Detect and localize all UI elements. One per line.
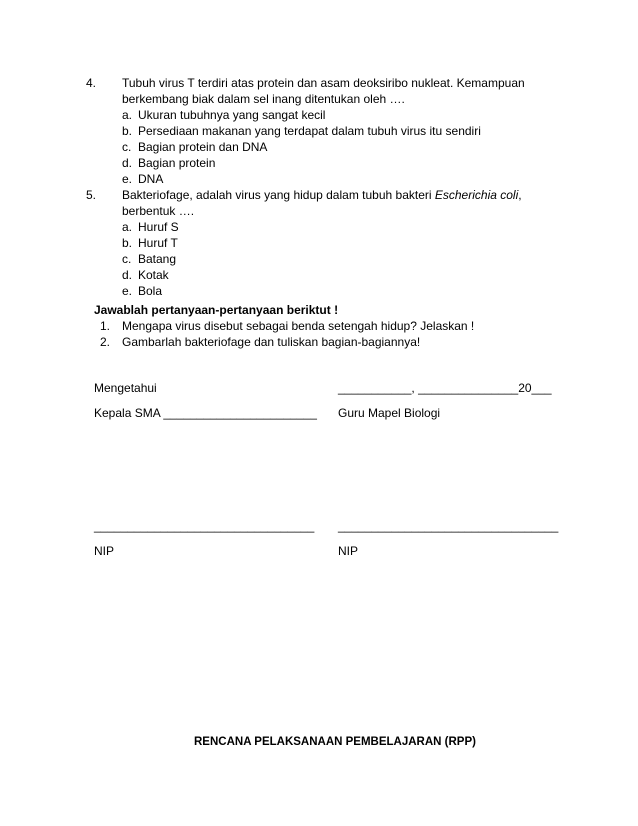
question-4-number: 4.	[85, 76, 96, 90]
option-letter: e.	[122, 172, 133, 186]
question-5-text-line1	[122, 187, 522, 203]
option-text: Huruf T	[138, 236, 178, 250]
essay-item-1-text: Mengapa virus disebut sebagai benda setengah hidup? Jelaskan !	[122, 319, 475, 333]
option-text: Batang	[138, 252, 177, 266]
question-5-text-suffix: ,	[518, 188, 522, 202]
question-5-species-name: Escherichia coli	[434, 188, 519, 202]
signature-right-teacher: Guru Mapel Biologi	[338, 406, 441, 420]
question-4-text-line2: berkembang biak dalam sel inang ditentukan oleh ….	[122, 92, 405, 106]
option-letter: a.	[122, 220, 133, 234]
signature-right-place-date: ___________, _______________20___	[338, 381, 552, 395]
signature-left-acknowledged: Mengetahui	[94, 381, 157, 395]
signature-right-nip: NIP	[338, 544, 359, 558]
option-letter: e.	[122, 284, 133, 298]
signature-left-principal: Kepala SMA _______________________	[94, 406, 317, 420]
option-letter: a.	[122, 108, 133, 122]
option-letter: d.	[122, 268, 133, 282]
option-text: Bagian protein dan DNA	[138, 140, 268, 154]
question-4-text-line1: Tubuh virus T terdiri atas protein dan asam deoksiribo nukleat. Kemampuan	[122, 76, 525, 90]
signature-left-name-line: _________________________________	[94, 519, 315, 533]
option-text: Ukuran tubuhnya yang sangat kecil	[138, 108, 326, 122]
essay-heading: Jawablah pertanyaan-pertanyaan beriktut !	[94, 303, 339, 317]
option-letter: b.	[122, 236, 133, 250]
option-letter: b.	[122, 124, 133, 138]
rpp-title: RENCANA PELAKSANAAN PEMBELAJARAN (RPP)	[194, 736, 476, 748]
option-letter: c.	[122, 140, 132, 154]
option-text: Huruf S	[138, 220, 179, 234]
question-5-text-prefix: Bakteriofage, adalah virus yang hidup dalam tubuh bakteri	[122, 188, 435, 202]
question-5-text-line2: berbentuk ….	[122, 204, 195, 218]
option-text: Bola	[138, 284, 163, 298]
essay-item-1-number: 1.	[99, 319, 110, 333]
question-5-number: 5.	[85, 188, 96, 202]
signature-right-name-line: _________________________________	[338, 519, 559, 533]
essay-item-2-text: Gambarlah bakteriofage dan tuliskan bagian-bagiannya!	[122, 335, 421, 349]
signature-left-nip: NIP	[94, 544, 115, 558]
option-letter: c.	[122, 252, 132, 266]
option-text: DNA	[138, 172, 164, 186]
option-text: Kotak	[138, 268, 169, 282]
essay-item-2-number: 2.	[99, 335, 110, 349]
option-letter: d.	[122, 156, 133, 170]
option-text: Bagian protein	[138, 156, 216, 170]
option-text: Persediaan makanan yang terdapat dalam tubuh virus itu sendiri	[138, 124, 481, 138]
